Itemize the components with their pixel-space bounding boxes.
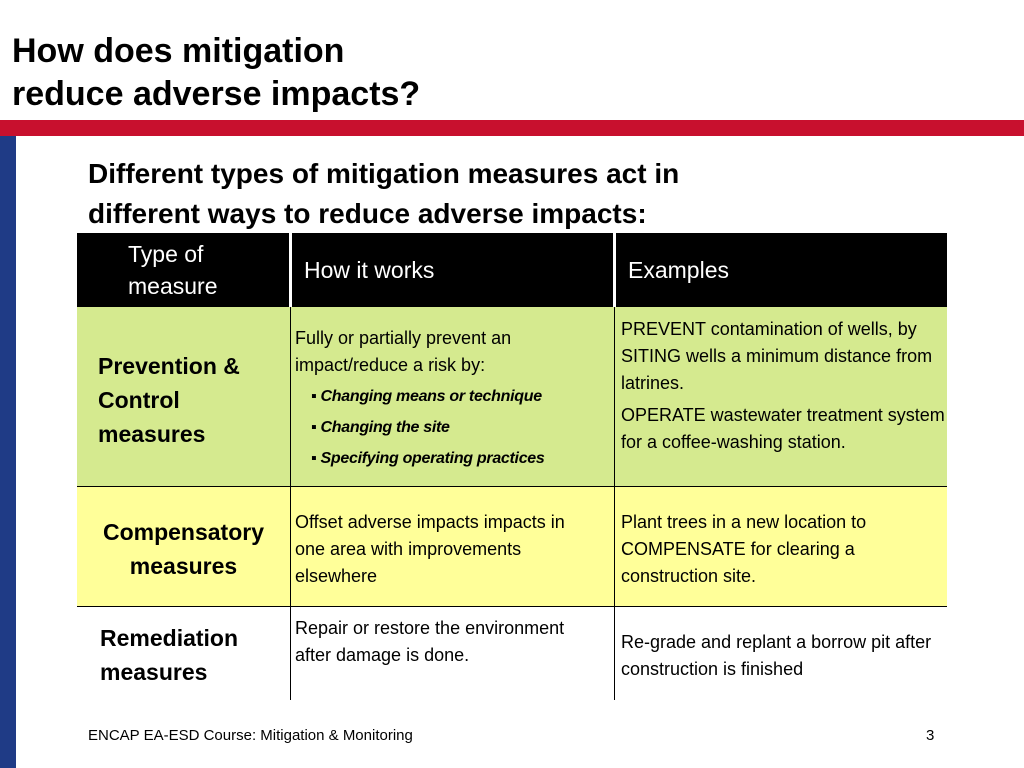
header-type-line-1: Type of <box>128 241 204 267</box>
category-line: measures <box>100 659 208 685</box>
column-divider <box>614 607 615 700</box>
examples-cell <box>621 509 946 590</box>
category-line: measures <box>98 421 206 447</box>
header-divider <box>613 233 616 307</box>
category-prevention-control <box>98 349 240 451</box>
table-row <box>77 307 947 486</box>
column-divider <box>614 307 615 486</box>
example-text: Plant trees in a new location to COMPENSATE for clearing a construction site. <box>621 512 867 586</box>
footer-course-title: ENCAP EA-ESD Course: Mitigation & Monitoring <box>88 727 413 744</box>
table-row <box>77 487 947 606</box>
how-it-works-cell <box>295 615 595 669</box>
slide-title-line-1: How does mitigation <box>12 32 345 70</box>
subtitle-line-1: Different types of mitigation measures act in <box>88 158 680 189</box>
slide-title-line-2: reduce adverse impacts? <box>12 75 421 113</box>
column-divider <box>290 487 291 606</box>
how-it-works-text: Fully or partially prevent an impact/reduce a risk by: <box>295 328 512 375</box>
category-line: Control <box>98 387 180 413</box>
how-it-works-cell <box>295 325 611 474</box>
header-divider <box>289 233 292 307</box>
how-it-works-cell <box>295 509 595 590</box>
category-line: measures <box>129 553 238 579</box>
page-number: 3 <box>926 727 935 744</box>
examples-cell <box>621 316 946 456</box>
technique-bullet: ▪ Changing means or technique <box>311 381 611 412</box>
header-type-line-2: measure <box>128 273 218 299</box>
example-text: PREVENT contamination of wells, by SITING wells a minimum distance from latrines. <box>621 319 933 393</box>
examples-cell <box>621 629 946 683</box>
category-line: Prevention & <box>98 353 240 379</box>
header-type-of-measure <box>128 233 288 307</box>
category-line: Remediation <box>100 625 239 651</box>
table-row <box>77 607 947 700</box>
column-divider <box>290 307 291 486</box>
header-examples: Examples <box>628 256 729 283</box>
header-how-it-works: How it works <box>304 256 435 283</box>
column-divider <box>614 487 615 606</box>
category-line: Compensatory <box>102 519 265 545</box>
table-header <box>77 233 947 307</box>
technique-list <box>295 381 611 474</box>
slide-subtitle <box>88 154 988 234</box>
example-text: OPERATE wastewater treatment system for a coffee-washing station. <box>621 405 945 452</box>
how-it-works-text: Offset adverse impacts impacts in one area with improvements elsewhere <box>295 512 565 586</box>
how-it-works-text: Repair or restore the environment after damage is done. <box>295 618 565 665</box>
side-accent-bar <box>0 136 16 768</box>
example-text: Re-grade and replant a borrow pit after construction is finished <box>621 632 932 679</box>
slide-title <box>12 30 912 116</box>
column-divider <box>290 607 291 700</box>
subtitle-line-2: different ways to reduce adverse impacts: <box>88 198 647 229</box>
category-compensatory <box>77 515 290 583</box>
category-remediation <box>100 621 238 689</box>
technique-bullet: ▪ Changing the site <box>311 412 611 443</box>
title-accent-bar <box>0 120 1024 136</box>
technique-bullet: ▪ Specifying operating practices <box>311 443 611 474</box>
